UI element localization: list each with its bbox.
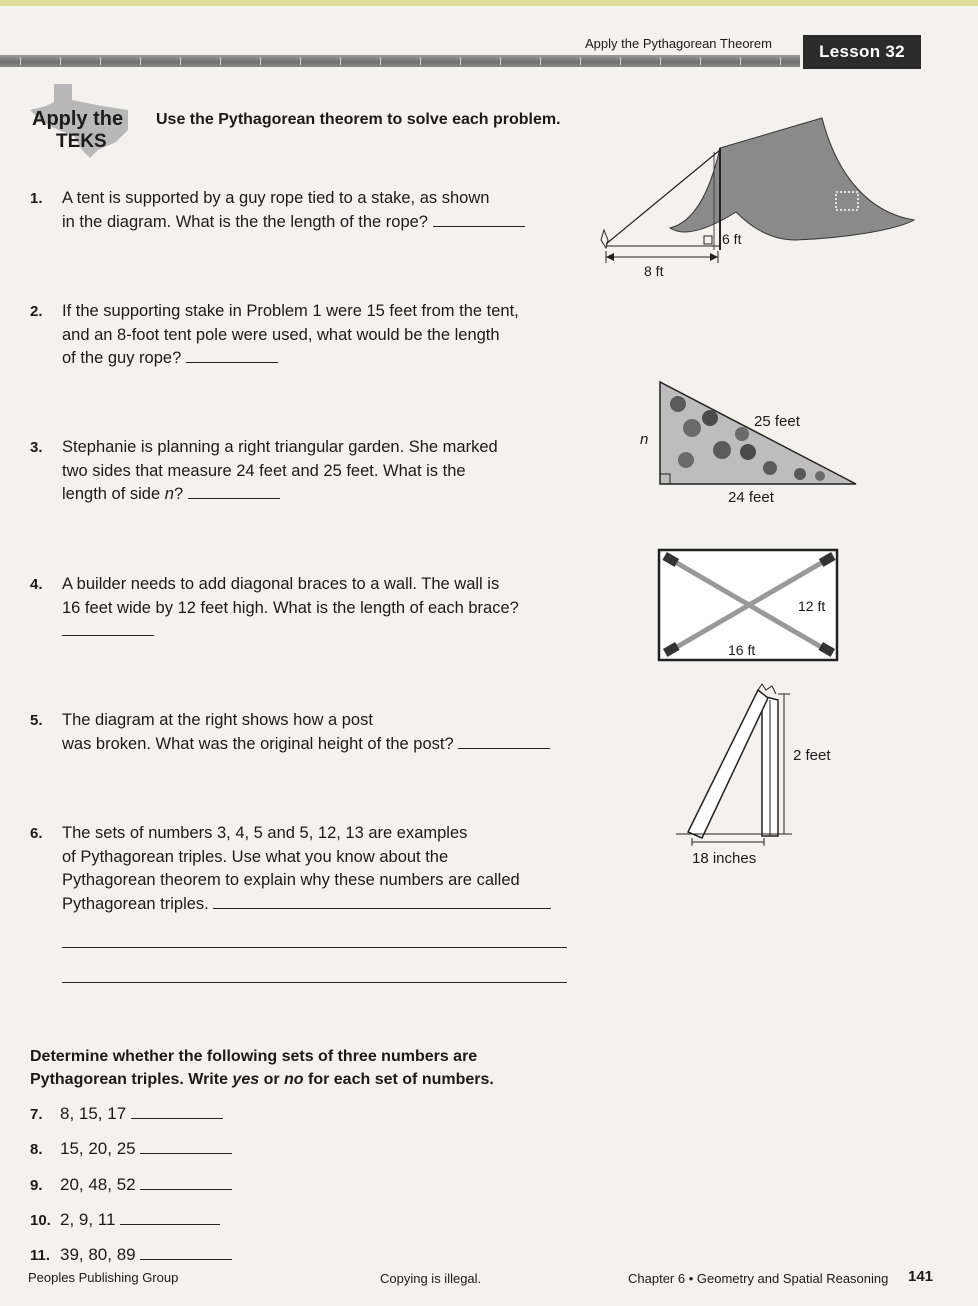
problem-text: of the guy rope? [62, 349, 182, 367]
instruction-line: for each set of numbers. [303, 1071, 494, 1088]
item-number: 9. [30, 1177, 43, 1194]
ruler-tick [380, 57, 381, 65]
item-text: 15, 20, 25 [60, 1139, 136, 1158]
problem-text: A tent is supported by a guy rope tied to a stake, as shown [62, 189, 490, 207]
broken-post-diagram [672, 682, 852, 872]
ruler-tick [660, 57, 661, 65]
item-text: 39, 80, 89 [60, 1245, 136, 1264]
triple-item-11 [30, 1244, 232, 1265]
ruler-tick [180, 57, 181, 65]
tent-base-label: 8 ft [644, 263, 664, 279]
item-number: 8. [30, 1141, 43, 1158]
ruler-tick [580, 57, 581, 65]
ruler-tick [420, 57, 421, 65]
tent-height-label: 6 ft [722, 231, 742, 247]
garden-side-label: n [640, 431, 649, 448]
header-ruler-bar [0, 55, 800, 67]
problem-3 [30, 436, 590, 508]
problem-5 [30, 709, 610, 759]
item-number: 10. [30, 1212, 51, 1229]
post-base-label: 18 inches [692, 850, 757, 867]
instruction-line: Determine whether the following sets of three numbers are [30, 1048, 478, 1065]
triple-item-9 [30, 1174, 232, 1195]
instructions: Use the Pythagorean theorem to solve each problem. [156, 111, 561, 128]
ruler-tick [20, 57, 21, 65]
ruler-tick [620, 57, 621, 65]
problem-4 [30, 573, 610, 645]
item-text: 20, 48, 52 [60, 1175, 136, 1194]
problem-text: two sides that measure 24 feet and 25 feet. What is the [62, 461, 466, 480]
badge-subtitle: TEKS [56, 131, 107, 152]
post-height-label: 2 feet [793, 747, 831, 764]
answer-blank[interactable] [140, 1244, 232, 1260]
tent-diagram [596, 112, 916, 282]
problem-text: If the supporting stake in Problem 1 were 15 feet from the tent, [62, 302, 519, 320]
wall-brace-diagram [656, 547, 842, 665]
problem-number: 3. [30, 439, 43, 456]
footer-publisher: Peoples Publishing Group [28, 1270, 179, 1285]
ruler-tick [300, 57, 301, 65]
problem-text: The sets of numbers 3, 4, 5 and 5, 12, 13 are examples [62, 824, 468, 842]
ruler-tick [340, 57, 341, 65]
problem-number: 5. [30, 712, 43, 729]
wall-width-label: 16 ft [728, 642, 756, 658]
problem-text: ? [173, 485, 184, 503]
answer-blank[interactable] [188, 483, 280, 499]
answer-blank[interactable] [140, 1138, 232, 1154]
answer-blank[interactable] [458, 733, 550, 749]
ruler-tick [780, 57, 781, 65]
variable-n: n [164, 485, 174, 503]
item-text: 2, 9, 11 [60, 1210, 116, 1229]
triple-item-8 [30, 1138, 232, 1159]
word-no: no [284, 1071, 304, 1088]
ruler-tick [220, 57, 221, 65]
problem-text: length of side [62, 485, 165, 503]
ruler-tick [260, 57, 261, 65]
problem-text: Stephanie is planning a right triangular garden. She marked [62, 438, 498, 456]
ruler-tick [460, 57, 461, 65]
problem-number: 4. [30, 576, 43, 593]
answer-blank[interactable] [186, 347, 278, 363]
footer-copyright: Copying is illegal. [380, 1271, 482, 1286]
answer-blank[interactable] [120, 1209, 220, 1225]
ruler-tick [100, 57, 101, 65]
problem-6 [30, 822, 590, 922]
answer-blank[interactable] [140, 1174, 232, 1190]
wall-height-label: 12 ft [798, 598, 826, 614]
ruler-tick [700, 57, 701, 65]
header-topic: Apply the Pythagorean Theorem [585, 36, 772, 51]
item-number: 11. [30, 1247, 51, 1264]
answer-blank[interactable] [433, 211, 525, 227]
page-number: 141 [908, 1268, 934, 1285]
ruler-tick [740, 57, 741, 65]
problem-text: Pythagorean triples. [62, 894, 209, 913]
top-border [0, 0, 978, 6]
ruler-tick [140, 57, 141, 65]
ruler-tick [540, 57, 541, 65]
badge-title: Apply the [32, 108, 124, 130]
garden-hyp-label: 25 feet [754, 413, 800, 430]
footer-chapter: Chapter 6 • Geometry and Spatial Reasoning [628, 1271, 889, 1286]
triple-item-10 [30, 1209, 220, 1230]
problem-text: was broken. What was the original height of the post? [62, 734, 454, 753]
problem-text: in the diagram. What is the the length of the rope? [62, 212, 428, 231]
problem-2 [30, 300, 590, 372]
item-text: 8, 15, 17 [60, 1104, 127, 1123]
answer-line[interactable] [62, 981, 567, 983]
answer-blank[interactable] [213, 893, 551, 909]
triple-item-7 [30, 1103, 223, 1124]
section-instructions [30, 1045, 494, 1091]
item-number: 7. [30, 1106, 43, 1123]
answer-blank[interactable] [131, 1103, 223, 1119]
instruction-line: Pythagorean triples. Write [30, 1071, 233, 1088]
garden-base-label: 24 feet [728, 489, 774, 506]
problem-text: 16 feet wide by 12 feet high. What is the length of each brace? [62, 598, 519, 617]
lesson-label: Lesson 32 [803, 35, 921, 69]
ruler-tick [60, 57, 61, 65]
problem-text: and an 8-foot tent pole were used, what would be the length [62, 325, 500, 344]
problem-text: of Pythagorean triples. Use what you know about the [62, 847, 449, 866]
problem-number: 1. [30, 190, 43, 207]
answer-blank[interactable] [62, 620, 154, 636]
problem-text: A builder needs to add diagonal braces to a wall. The wall is [62, 575, 500, 593]
problem-number: 2. [30, 303, 43, 320]
word-yes: yes [232, 1071, 260, 1088]
ruler-tick [500, 57, 501, 65]
problem-text: Pythagorean theorem to explain why these numbers are called [62, 871, 520, 889]
problem-1 [30, 187, 590, 237]
problem-text: The diagram at the right shows how a post [62, 711, 373, 729]
answer-line[interactable] [62, 946, 567, 948]
garden-diagram [630, 378, 865, 508]
problem-number: 6. [30, 825, 43, 842]
instruction-line: or [259, 1071, 285, 1088]
